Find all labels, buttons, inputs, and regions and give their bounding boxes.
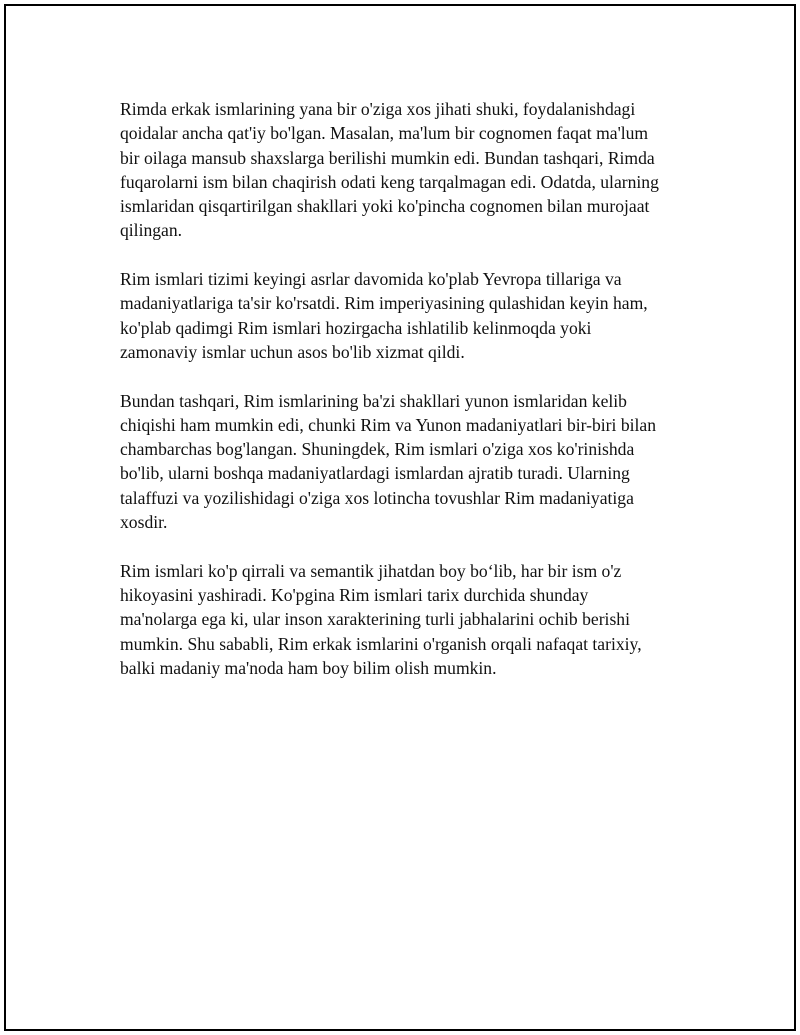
document-page <box>4 4 796 1031</box>
paragraph-4: Rim ismlari ko'p qirrali va semantik jihatdan boy bo‘lib, har bir ism o'z hikoyasini yashiradi. Ko'pgina Rim ismlari tarix durchida shunday ma'nolarga ega ki, ular inson xarakterining turli jabhalarini ochib berishi mumkin. Shu sababli, Rim erkak ismlarini o'rganish orqali nafaqat tarixiy, balki madaniy ma'noda ham boy bilim olish mumkin. <box>120 560 642 678</box>
document-body <box>120 97 710 704</box>
paragraph-2: Rim ismlari tizimi keyingi asrlar davomida ko'plab Yevropa tillariga va madaniyatlariga ta'sir ko'rsatdi. Rim imperiyasining qulashidan keyin ham, ko'plab qadimgi Rim ismlari hozirgacha ishlatilib kelinmoqda yoki zamonaviy ismlar uchun asos bo'lib xizmat qildi. <box>120 269 648 362</box>
paragraph-1: Rimda erkak ismlarining yana bir o'ziga xos jihati shuki, foydalanishdagi qoidalar ancha qat'iy bo'lgan. Masalan, ma'lum bir cognomen faqat ma'lum bir oilaga mansub shaxslarga berilishi mumkin edi. Bundan tashqari, Rimda fuqarolarni ism bilan chaqirish odati keng tarqalmagan edi. Odatda, ularning ismlaridan qisqartirilgan shakllari yoki ko'pincha cognomen bilan murojaat qilingan. <box>120 99 659 241</box>
paragraph-3: Bundan tashqari, Rim ismlarining ba'zi shakllari yunon ismlaridan kelib chiqishi ham mumkin edi, chunki Rim va Yunon madaniyatlari bir-biri bilan chambarchas bog'langan. Shuningdek, Rim ismlari o'ziga xos ko'rinishda bo'lib, ularni boshqa madaniyatlardagi ismlardan ajratib turadi. Ularning talaffuzi va yozilishidagi o'ziga xos lotincha tovushlar Rim madaniyatiga xosdir. <box>120 390 656 533</box>
